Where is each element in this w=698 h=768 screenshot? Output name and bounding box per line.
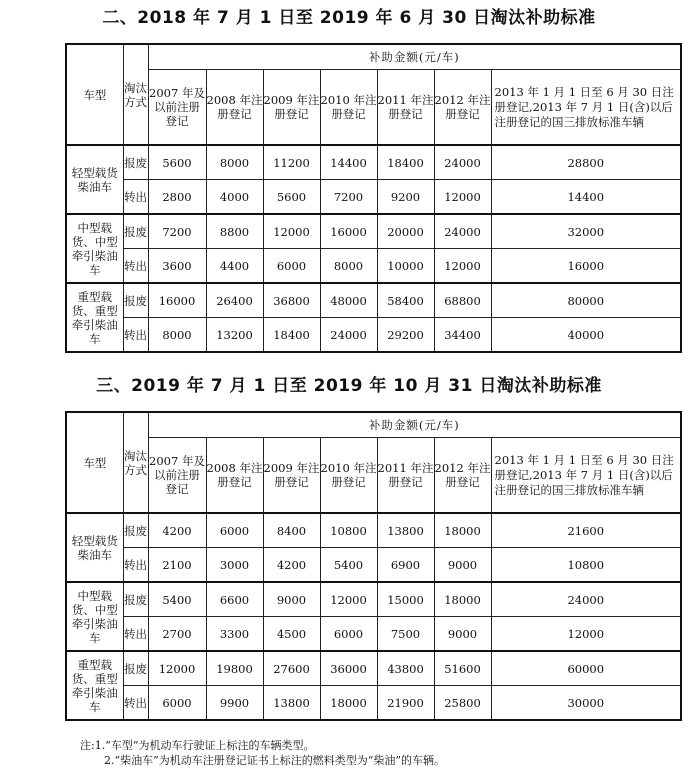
value-cell: 18000 xyxy=(320,686,377,721)
value-cell: 9000 xyxy=(434,548,491,583)
value-cell: 48000 xyxy=(320,283,377,318)
value-cell: 5400 xyxy=(320,548,377,583)
value-cell: 18400 xyxy=(377,145,434,180)
header-year-col: 2007 年及以前注册登记 xyxy=(148,70,206,146)
header-year-col: 2012 年注册登记 xyxy=(434,438,491,514)
value-cell: 24000 xyxy=(434,145,491,180)
table-row xyxy=(66,214,681,249)
value-cell: 15000 xyxy=(377,582,434,617)
table-row xyxy=(66,548,681,583)
section-title-2018: 二、2018 年 7 月 1 日至 2019 年 6 月 30 日淘汰补助标准 xyxy=(102,8,596,28)
table-row xyxy=(66,180,681,215)
header-year-col: 2008 年注册登记 xyxy=(206,438,263,514)
value-cell: 4400 xyxy=(206,249,263,284)
value-cell: 28800 xyxy=(491,145,681,180)
value-cell: 8000 xyxy=(320,249,377,284)
footnote-2: 2.“柴油车”为机动车注册登记证书上标注的燃料类型为“柴油”的车辆。 xyxy=(104,754,445,767)
value-cell: 40000 xyxy=(491,318,681,353)
header-year-col: 2013 年 1 月 1 日至 6 月 30 日注册登记,2013 年 7 月 1 日(含)以后注册登记的国三排放标准车辆 xyxy=(491,70,681,146)
table-row xyxy=(66,283,681,318)
method-cell: 转出 xyxy=(123,318,148,353)
car-type-cell: 重型载货、重型牵引柴油车 xyxy=(66,283,123,352)
value-cell: 6600 xyxy=(206,582,263,617)
header-year-col: 2008 年注册登记 xyxy=(206,70,263,146)
value-cell: 21600 xyxy=(491,513,681,548)
value-cell: 21900 xyxy=(377,686,434,721)
method-cell: 报废 xyxy=(123,651,148,686)
value-cell: 4000 xyxy=(206,180,263,215)
value-cell: 4200 xyxy=(263,548,320,583)
header-year-col: 2009 年注册登记 xyxy=(263,438,320,514)
table-row xyxy=(66,617,681,652)
method-cell: 报废 xyxy=(123,582,148,617)
method-cell: 报废 xyxy=(123,145,148,180)
car-type-cell: 中型载货、中型牵引柴油车 xyxy=(66,214,123,283)
footnotes xyxy=(80,738,445,768)
value-cell: 12000 xyxy=(491,617,681,652)
value-cell: 6000 xyxy=(263,249,320,284)
table-row xyxy=(66,582,681,617)
value-cell: 3600 xyxy=(148,249,206,284)
header-car-type: 车型 xyxy=(66,44,123,145)
value-cell: 18400 xyxy=(263,318,320,353)
value-cell: 2700 xyxy=(148,617,206,652)
value-cell: 5600 xyxy=(263,180,320,215)
value-cell: 4500 xyxy=(263,617,320,652)
subsidy-table-2019 xyxy=(65,411,682,721)
value-cell: 51600 xyxy=(434,651,491,686)
table-row xyxy=(66,318,681,353)
header-year-col: 2012 年注册登记 xyxy=(434,70,491,146)
value-cell: 12000 xyxy=(434,180,491,215)
value-cell: 16000 xyxy=(320,214,377,249)
header-year-col: 2007 年及以前注册登记 xyxy=(148,438,206,514)
method-cell: 转出 xyxy=(123,249,148,284)
value-cell: 27600 xyxy=(263,651,320,686)
value-cell: 10800 xyxy=(491,548,681,583)
value-cell: 7200 xyxy=(320,180,377,215)
value-cell: 80000 xyxy=(491,283,681,318)
value-cell: 30000 xyxy=(491,686,681,721)
value-cell: 12000 xyxy=(148,651,206,686)
table-row xyxy=(66,249,681,284)
car-type-cell: 轻型载货柴油车 xyxy=(66,513,123,582)
value-cell: 8000 xyxy=(148,318,206,353)
value-cell: 12000 xyxy=(320,582,377,617)
subsidy-table-2018 xyxy=(65,43,682,353)
value-cell: 34400 xyxy=(434,318,491,353)
value-cell: 10000 xyxy=(377,249,434,284)
value-cell: 68800 xyxy=(434,283,491,318)
value-cell: 36800 xyxy=(263,283,320,318)
value-cell: 13800 xyxy=(377,513,434,548)
footnote-1: 注:1.“车型”为机动车行驶证上标注的车辆类型。 xyxy=(80,739,315,752)
value-cell: 9200 xyxy=(377,180,434,215)
header-car-type: 车型 xyxy=(66,412,123,513)
header-method: 淘汰方式 xyxy=(123,44,148,145)
value-cell: 43800 xyxy=(377,651,434,686)
header-year-col: 2009 年注册登记 xyxy=(263,70,320,146)
value-cell: 26400 xyxy=(206,283,263,318)
value-cell: 24000 xyxy=(434,214,491,249)
value-cell: 25800 xyxy=(434,686,491,721)
value-cell: 6900 xyxy=(377,548,434,583)
value-cell: 6000 xyxy=(206,513,263,548)
header-year-col: 2013 年 1 月 1 日至 6 月 30 日注册登记,2013 年 7 月 1 日(含)以后注册登记的国三排放标准车辆 xyxy=(491,438,681,514)
header-subsidy: 补助金额(元/车) xyxy=(148,44,681,70)
value-cell: 18000 xyxy=(434,582,491,617)
value-cell: 11200 xyxy=(263,145,320,180)
value-cell: 9000 xyxy=(434,617,491,652)
value-cell: 58400 xyxy=(377,283,434,318)
value-cell: 3300 xyxy=(206,617,263,652)
table-row xyxy=(66,145,681,180)
method-cell: 转出 xyxy=(123,180,148,215)
value-cell: 6000 xyxy=(148,686,206,721)
header-year-col: 2011 年注册登记 xyxy=(377,70,434,146)
value-cell: 3000 xyxy=(206,548,263,583)
value-cell: 32000 xyxy=(491,214,681,249)
value-cell: 7500 xyxy=(377,617,434,652)
value-cell: 8800 xyxy=(206,214,263,249)
value-cell: 10800 xyxy=(320,513,377,548)
value-cell: 9900 xyxy=(206,686,263,721)
value-cell: 8000 xyxy=(206,145,263,180)
value-cell: 12000 xyxy=(263,214,320,249)
header-year-col: 2011 年注册登记 xyxy=(377,438,434,514)
value-cell: 18000 xyxy=(434,513,491,548)
header-year-col: 2010 年注册登记 xyxy=(320,70,377,146)
table-row xyxy=(66,513,681,548)
method-cell: 转出 xyxy=(123,686,148,721)
value-cell: 4200 xyxy=(148,513,206,548)
value-cell: 20000 xyxy=(377,214,434,249)
value-cell: 12000 xyxy=(434,249,491,284)
value-cell: 2800 xyxy=(148,180,206,215)
section-title-2019: 三、2019 年 7 月 1 日至 2019 年 10 月 31 日淘汰补助标准 xyxy=(96,376,602,396)
value-cell: 9000 xyxy=(263,582,320,617)
car-type-cell: 中型载货、中型牵引柴油车 xyxy=(66,582,123,651)
value-cell: 24000 xyxy=(320,318,377,353)
method-cell: 转出 xyxy=(123,617,148,652)
value-cell: 16000 xyxy=(148,283,206,318)
value-cell: 16000 xyxy=(491,249,681,284)
method-cell: 报废 xyxy=(123,513,148,548)
value-cell: 14400 xyxy=(320,145,377,180)
value-cell: 5600 xyxy=(148,145,206,180)
value-cell: 2100 xyxy=(148,548,206,583)
value-cell: 5400 xyxy=(148,582,206,617)
value-cell: 24000 xyxy=(491,582,681,617)
value-cell: 13800 xyxy=(263,686,320,721)
method-cell: 转出 xyxy=(123,548,148,583)
value-cell: 14400 xyxy=(491,180,681,215)
value-cell: 29200 xyxy=(377,318,434,353)
value-cell: 36000 xyxy=(320,651,377,686)
table-row xyxy=(66,651,681,686)
value-cell: 60000 xyxy=(491,651,681,686)
header-year-col: 2010 年注册登记 xyxy=(320,438,377,514)
value-cell: 7200 xyxy=(148,214,206,249)
header-subsidy: 补助金额(元/车) xyxy=(148,412,681,438)
value-cell: 13200 xyxy=(206,318,263,353)
method-cell: 报废 xyxy=(123,283,148,318)
car-type-cell: 轻型载货柴油车 xyxy=(66,145,123,214)
table-row xyxy=(66,686,681,721)
value-cell: 6000 xyxy=(320,617,377,652)
car-type-cell: 重型载货、重型牵引柴油车 xyxy=(66,651,123,720)
value-cell: 19800 xyxy=(206,651,263,686)
method-cell: 报废 xyxy=(123,214,148,249)
value-cell: 8400 xyxy=(263,513,320,548)
header-method: 淘汰方式 xyxy=(123,412,148,513)
